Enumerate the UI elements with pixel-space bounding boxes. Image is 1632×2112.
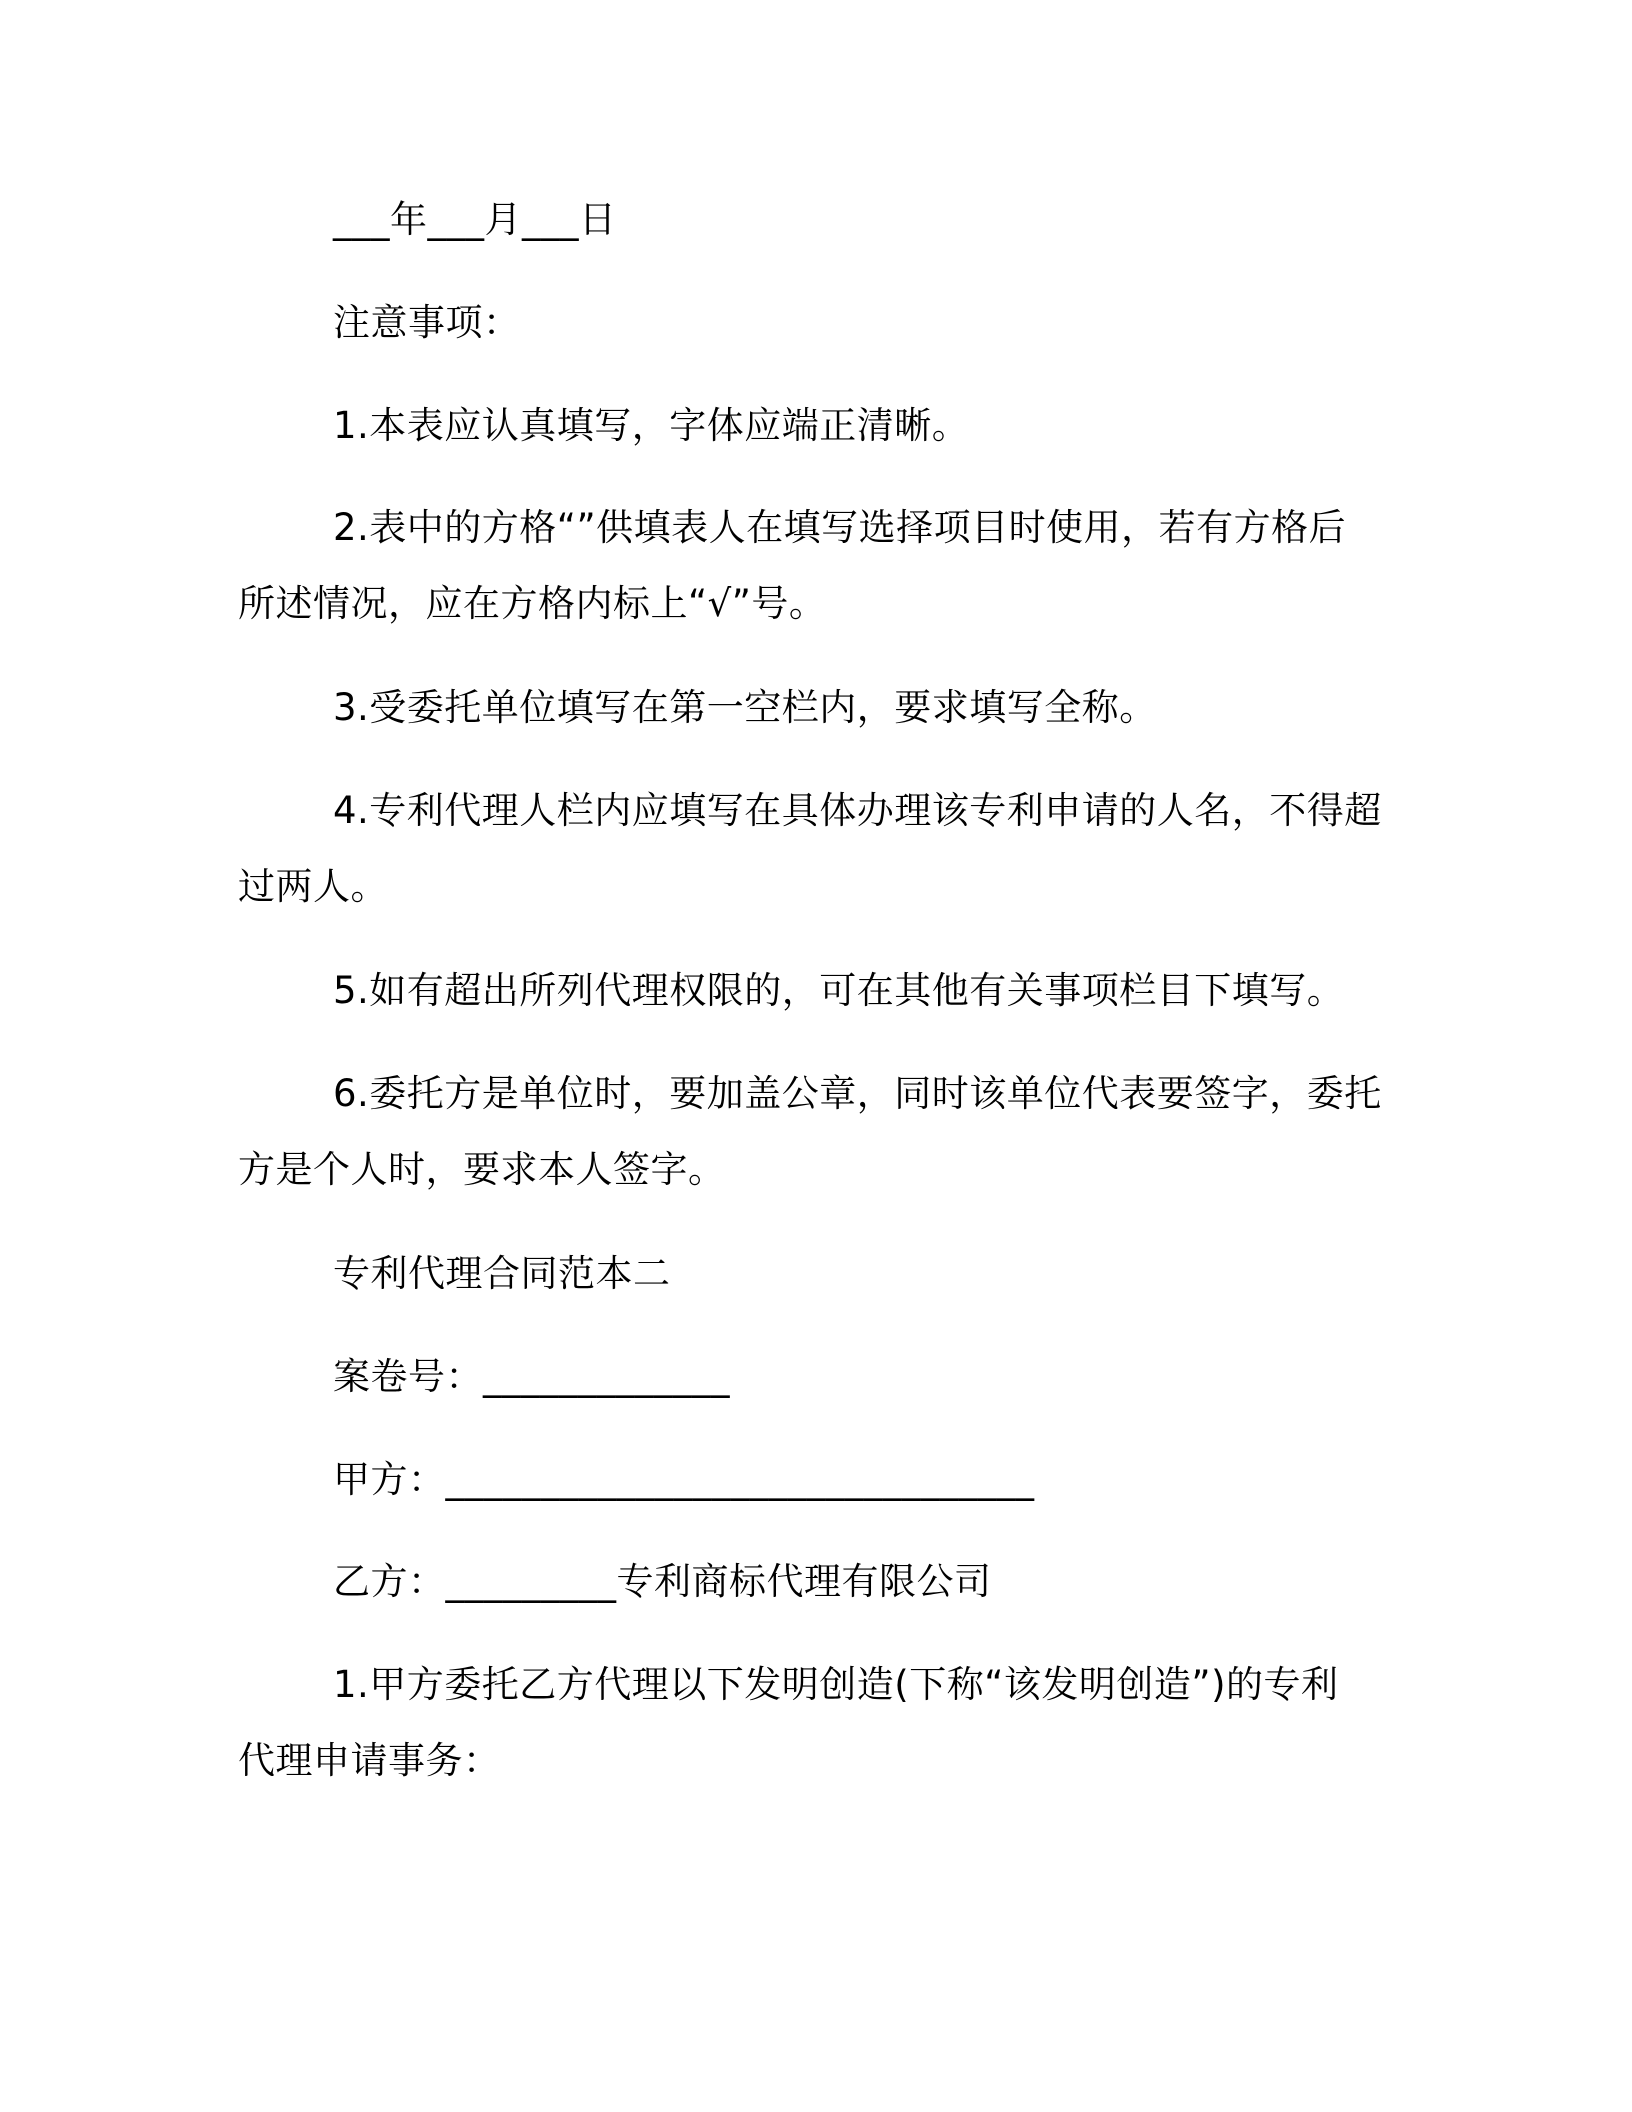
note-3: 3.受委托单位填写在第一空栏内，要求填写全称。 — [333, 686, 1157, 729]
party-b-field: 乙方：_________专利商标代理有限公司 — [333, 1560, 992, 1603]
note-4-line-1: 4.专利代理人栏内应填写在具体办理该专利申请的人名，不得超 — [333, 789, 1382, 832]
note-2-line-1: 2.表中的方格“”供填表人在填写选择项目时使用，若有方格后 — [333, 506, 1347, 549]
note-6-line-2: 方是个人时，要求本人签字。 — [238, 1148, 726, 1191]
section-title: 专利代理合同范本二 — [333, 1252, 671, 1295]
note-4-line-2: 过两人。 — [238, 865, 388, 908]
note-2-line-2: 所述情况，应在方格内标上“√”号。 — [238, 582, 827, 625]
note-1: 1.本表应认真填写，字体应端正清晰。 — [333, 404, 970, 447]
clause-1-line-1: 1.甲方委托乙方代理以下发明创造(下称“该发明创造”)的专利 — [333, 1663, 1339, 1706]
party-a-field: 甲方：_______________________________ — [333, 1458, 1035, 1501]
case-number-field: 案卷号：_____________ — [333, 1355, 730, 1398]
date-line: ___年___月___日 — [333, 198, 617, 241]
clause-1-line-2: 代理申请事务： — [238, 1739, 501, 1782]
note-5: 5.如有超出所列代理权限的，可在其他有关事项栏目下填写。 — [333, 969, 1345, 1012]
notes-heading: 注意事项： — [333, 301, 521, 344]
note-6-line-1: 6.委托方是单位时，要加盖公章，同时该单位代表要签字，委托 — [333, 1072, 1382, 1115]
